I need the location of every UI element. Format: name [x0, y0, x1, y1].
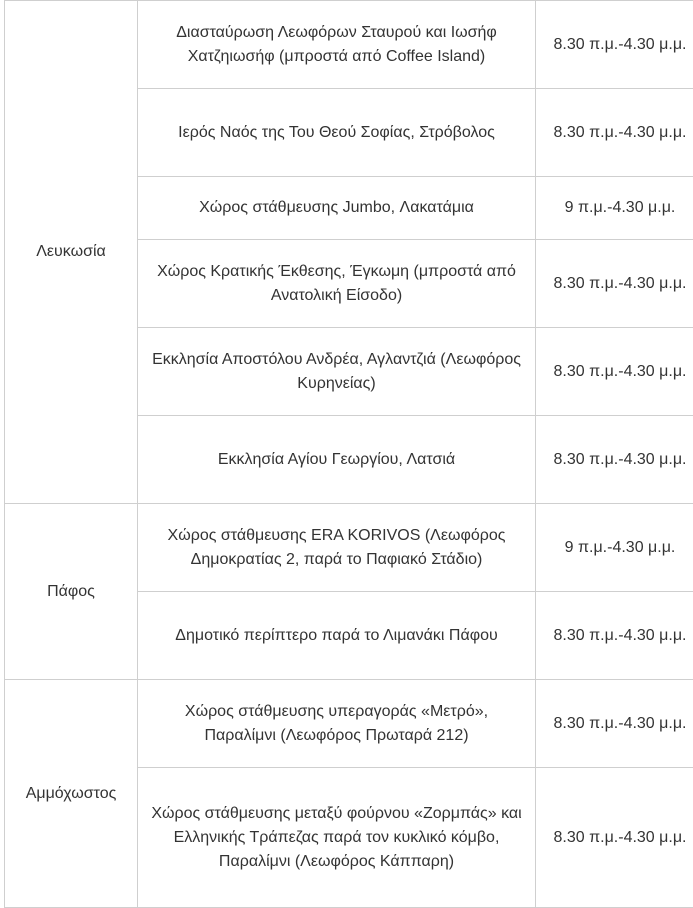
table-row	[5, 680, 693, 768]
location-cell: Χώρος στάθμευσης Jumbo, Λακατάμια	[138, 177, 536, 240]
hours-cell: 8.30 π.μ.-4.30 μ.μ.	[536, 768, 693, 908]
region-cell: Λευκωσία	[5, 1, 138, 504]
table-row	[5, 504, 693, 592]
hours-cell: 8.30 π.μ.-4.30 μ.μ.	[536, 1, 693, 89]
schedule-table	[4, 0, 693, 908]
hours-cell: 8.30 π.μ.-4.30 μ.μ.	[536, 89, 693, 177]
table-row	[5, 1, 693, 89]
hours-cell: 8.30 π.μ.-4.30 μ.μ.	[536, 240, 693, 328]
location-cell: Εκκλησία Αποστόλου Ανδρέα, Αγλαντζιά (Λεωφόρος Κυρηνείας)	[138, 328, 536, 416]
location-cell: Χώρος Κρατικής Έκθεσης, Έγκωμη (μπροστά από Ανατολική Είσοδο)	[138, 240, 536, 328]
hours-cell: 8.30 π.μ.-4.30 μ.μ.	[536, 680, 693, 768]
location-cell: Χώρος στάθμευσης μεταξύ φούρνου «Ζορμπάς» και Ελληνικής Τράπεζας παρά τον κυκλικό κόμβο, Παραλίμνι (Λεωφόρος Κάππαρη)	[138, 768, 536, 908]
location-cell: Εκκλησία Αγίου Γεωργίου, Λατσιά	[138, 416, 536, 504]
schedule-table-body	[5, 1, 693, 908]
location-cell: Χώρος στάθμευσης ERA KORIVOS (Λεωφόρος Δημοκρατίας 2, παρά το Παφιακό Στάδιο)	[138, 504, 536, 592]
hours-cell: 8.30 π.μ.-4.30 μ.μ.	[536, 592, 693, 680]
location-cell: Χώρος στάθμευσης υπεραγοράς «Μετρό», Παραλίμνι (Λεωφόρος Πρωταρά 212)	[138, 680, 536, 768]
hours-cell: 9 π.μ.-4.30 μ.μ.	[536, 177, 693, 240]
hours-cell: 9 π.μ.-4.30 μ.μ.	[536, 504, 693, 592]
location-cell: Δημοτικό περίπτερο παρά το Λιμανάκι Πάφου	[138, 592, 536, 680]
hours-cell: 8.30 π.μ.-4.30 μ.μ.	[536, 328, 693, 416]
location-cell: Διασταύρωση Λεωφόρων Σταυρού και Ιωσήφ Χατζηιωσήφ (μπροστά από Coffee Island)	[138, 1, 536, 89]
region-cell: Πάφος	[5, 504, 138, 680]
location-cell: Ιερός Ναός της Του Θεού Σοφίας, Στρόβολος	[138, 89, 536, 177]
hours-cell: 8.30 π.μ.-4.30 μ.μ.	[536, 416, 693, 504]
region-cell: Αμμόχωστος	[5, 680, 138, 908]
